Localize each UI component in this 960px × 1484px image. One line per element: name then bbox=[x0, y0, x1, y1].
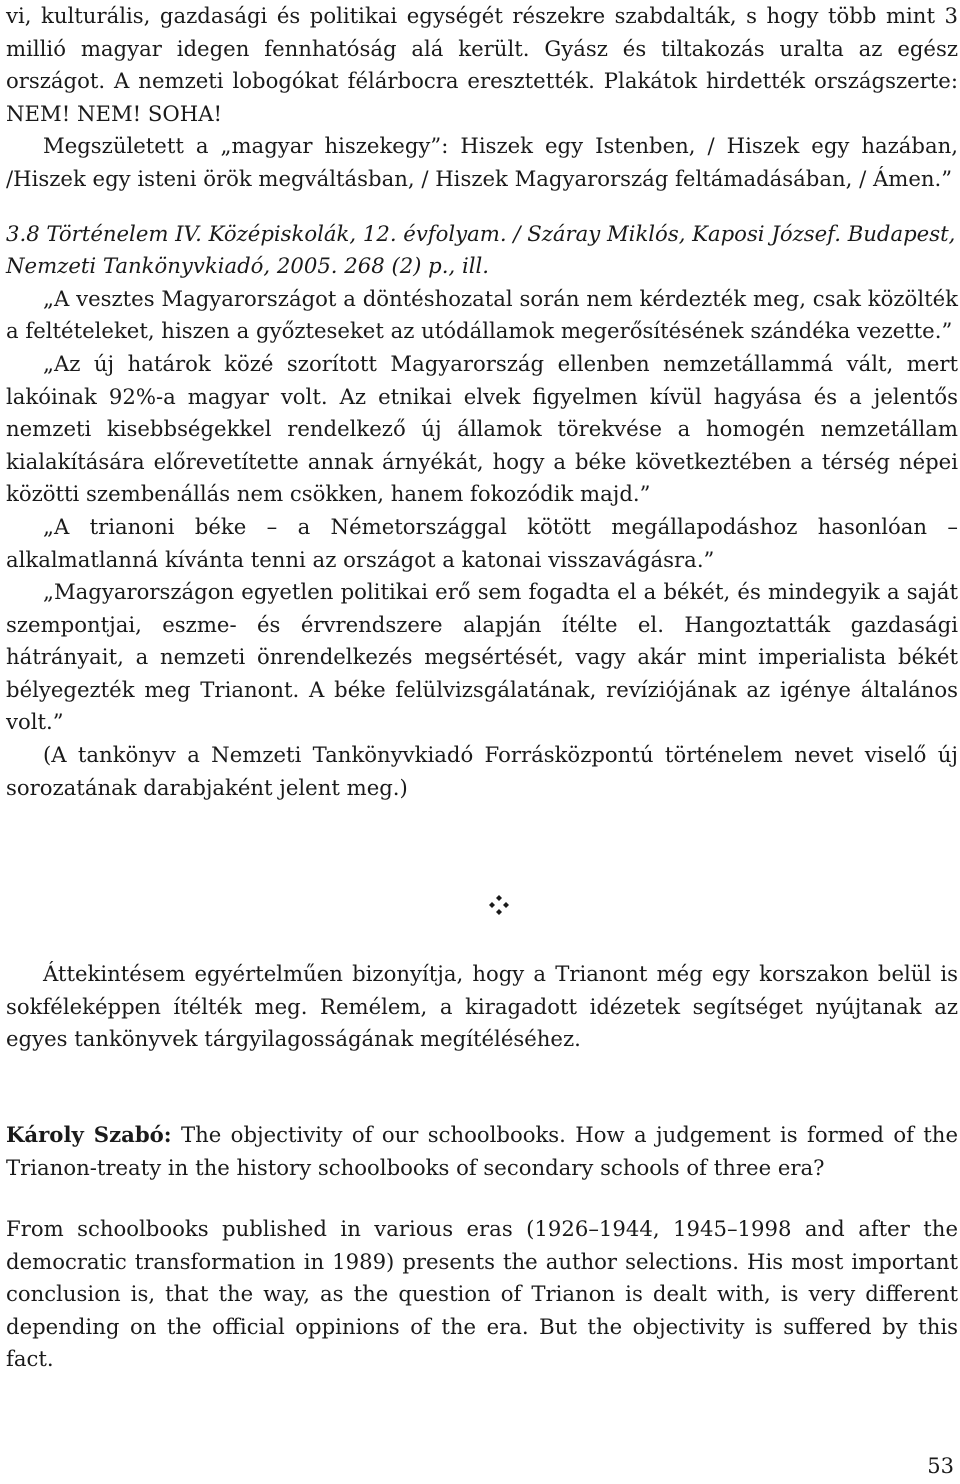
textbook-reference: 3.8 Történelem IV. Középiskolák, 12. évfolyam. / Száray Miklós, Kaposi József. Budapest, Nemzeti Tankönyvkiadó, 2005. 268 (2) p., ill. bbox=[6, 220, 956, 279]
quote-3: „A trianoni béke – a Németországgal kötött megállapodáshoz hasonlóan – alkalmatlanná kívánta tenni az országot a katonai visszavágásra.” bbox=[6, 513, 958, 572]
textbook-note: (A tankönyv a Nemzeti Tankönyvkiadó Forrásközpontú történelem nevet viselő új sorozatának darabjaként jelent meg.) bbox=[6, 742, 958, 800]
conclusion-paragraph: Áttekintésem egyértelműen bizonyítja, hogy a Trianont még egy korszakon belül is sokféleképpen ítélték meg. Remélem, a kiragadott idézetek segítséget nyújtanak az egyes tankönyvek tárgyilagosságának megítéléséhez. bbox=[6, 961, 958, 1052]
diamond-ornament-icon bbox=[488, 894, 510, 916]
summary-title: The objectivity of our schoolbooks. How a judgement is formed of the Trianon-treaty in the history schoolbooks of secondary schools of three era? bbox=[6, 1122, 958, 1180]
paragraph-1: vi, kulturális, gazdasági és politikai egységét részekre szabdalták, s hogy több mint 3 millió magyar idegen fennhatóság alá került. Gyász és tiltakozás uralta az egész országot. A nemzeti lobogókat félárbocra eresztették. Plakátok hirdették országszerte: NEM! NEM! SOHA! bbox=[6, 3, 958, 126]
english-abstract: From schoolbooks published in various eras (1926–1944, 1945–1998 and after the democratic transformation in 1989) presents the author selections. His most important conclusion is, that the way, as the question of Trianon is dealt with, is very different depending on the official oppinions of the era. But the objectivity is suffered by this fact. bbox=[6, 1216, 958, 1372]
quote-1: „A vesztes Magyarországot a döntéshozatal során nem kérdezték meg, csak közölték a feltételeket, hiszen a győzteseket az utódállamok megerősítésének szándéka vezette.” bbox=[6, 285, 958, 344]
page-number: 53 bbox=[927, 1454, 954, 1478]
paragraph-hiszekegy: Megszületett a „magyar hiszekegy”: Hiszek egy Istenben, / Hiszek egy hazában, /Hiszek egy isteni örök megváltásban, / Hiszek Magyarország feltámadásában, / Ámen.” bbox=[6, 133, 958, 191]
main-text bbox=[6, 0, 958, 804]
quote-2: „Az új határok közé szorított Magyarország ellenben nemzetállammá vált, mert lakóinak 92%-a magyar volt. Az etnikai elvek figyelmen kívül hagyása és a jelentős nemzeti kisebbségekkel rendelkező új államok törekvése a homogén nemzetállam kialakítására előrevetítette annak árnyékát, hogy a béke következtében a térség népei közötti szembenállás nem csökken, hanem fokozódik majd.” bbox=[6, 350, 958, 507]
summary-author: Károly Szabó: bbox=[6, 1122, 172, 1147]
english-summary-title bbox=[6, 1119, 958, 1184]
quote-4: „Magyarországon egyetlen politikai erő sem fogadta el a békét, és mindegyik a saját szempontjai, eszme- és érvrendszere alapján ítélte el. Hangoztatták gazdasági hátrányait, a nemzeti önrendelkezés megsértését, vagy akár mint imperialista békét bélyegezték meg Trianont. A béke felülvizsgálatának, revíziójának az igénye általános volt.” bbox=[6, 579, 958, 735]
